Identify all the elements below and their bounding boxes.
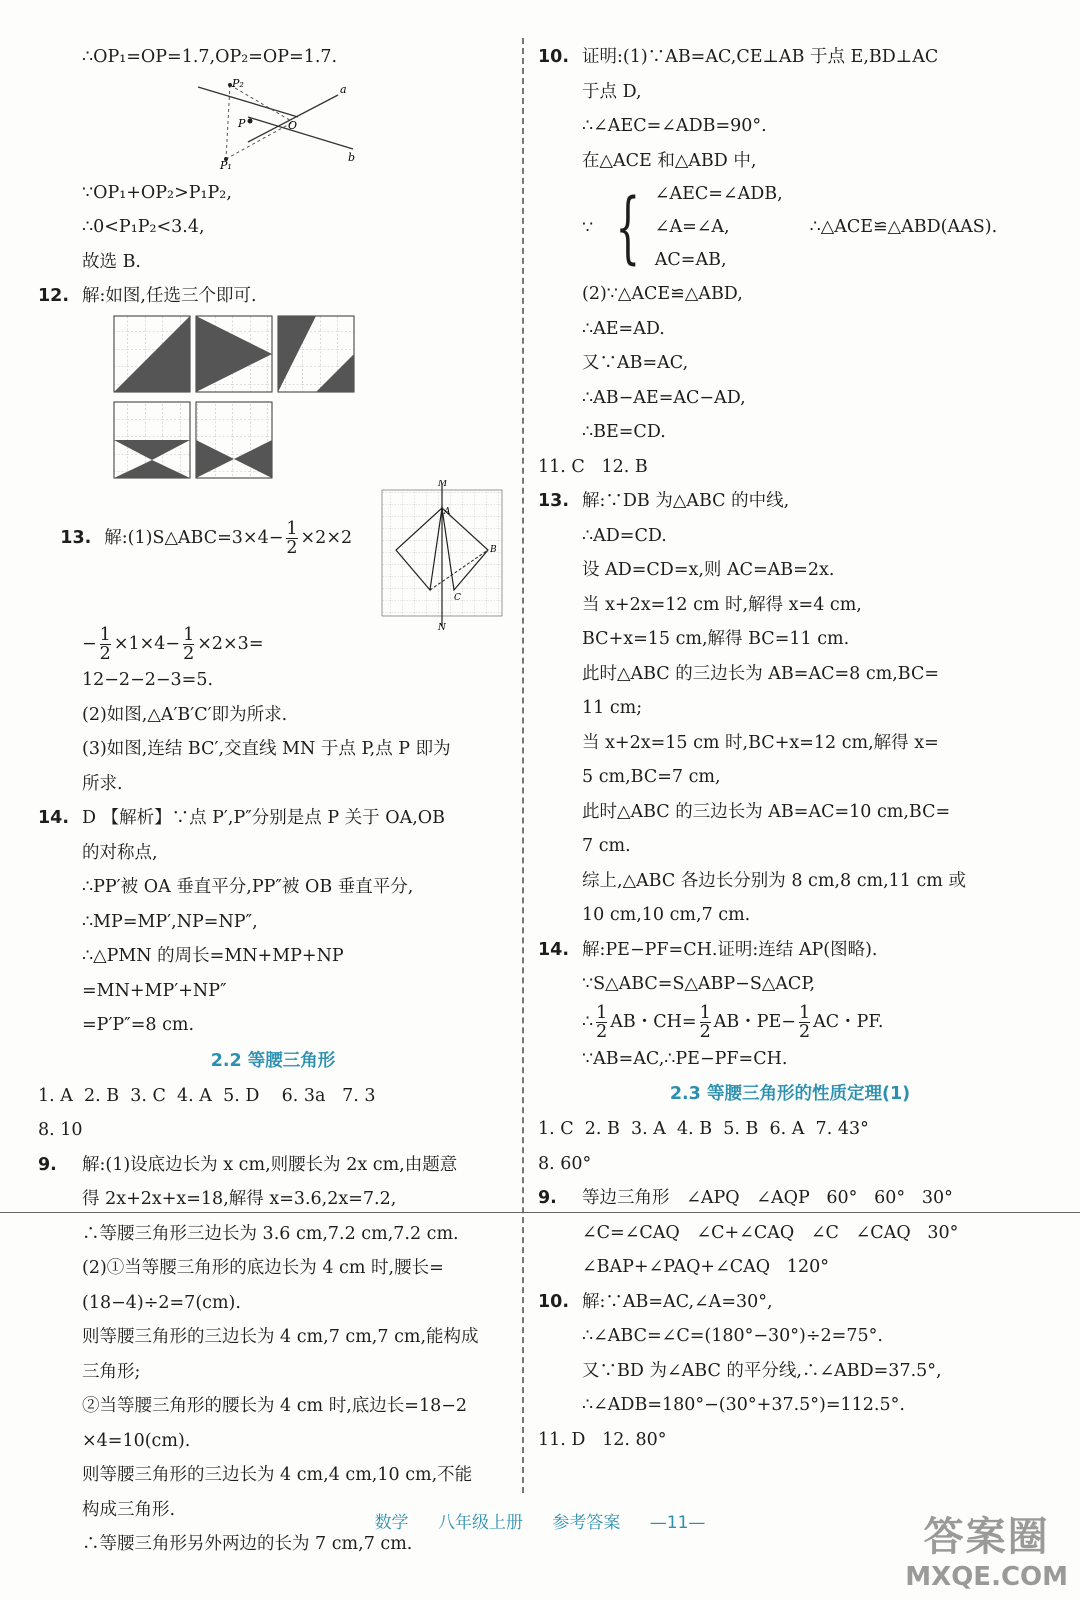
text-line: 7 cm.	[582, 836, 631, 856]
text-line: ∴∠AEC=∠ADB=90°.	[582, 116, 767, 136]
text-line: (2)①当等腰三角形的底边长为 4 cm 时,腰长=	[82, 1258, 444, 1278]
text-line: ∴OP₁=OP=1.7,OP₂=OP=1.7.	[82, 47, 338, 67]
label-b: b	[348, 150, 356, 164]
figure-shaded-grids	[110, 314, 370, 486]
system-line: AC=AB,	[654, 250, 727, 270]
label-n: N	[438, 622, 446, 630]
answer-row: 1. A 2. B 3. C 4. A 5. D 6. 3a 7. 3	[38, 1085, 376, 1106]
answer-row: 8. 10	[38, 1120, 83, 1140]
question-number: 12.	[38, 286, 70, 306]
text-line: 三角形;	[82, 1361, 141, 1382]
text-line: 综上,△ABC 各边长分别为 8 cm,8 cm,11 cm 或	[582, 870, 966, 891]
text-line: 此时△ABC 的三边长为 AB=AC=10 cm,BC=	[582, 801, 951, 822]
question-number: 10.	[538, 1291, 570, 1312]
text-line: =MN+MP′+NP″	[82, 980, 227, 1001]
watermark-text: 答案圈	[923, 1514, 1050, 1560]
text-line: ∴0<P₁P₂<3.4,	[82, 217, 205, 237]
label-o: O	[288, 118, 298, 132]
label-m: M	[438, 479, 448, 489]
text-line: 则等腰三角形的三边长为 4 cm,4 cm,10 cm,不能	[82, 1465, 473, 1485]
figure-grid-triangle	[378, 480, 506, 630]
text-fragment: ×1×4−	[113, 634, 181, 654]
text-line: 解:如图,任选三个即可.	[82, 286, 257, 306]
equation-system	[582, 178, 1042, 277]
text-line: 等边三角形 ∠APQ ∠AQP 60° 60° 30°	[582, 1188, 953, 1208]
system-line: ∠AEC=∠ADB,	[654, 184, 783, 204]
label-grid-c: C	[454, 592, 461, 603]
text-line: 所求.	[82, 773, 123, 794]
text-line: 12−2−2−3=5.	[82, 670, 214, 690]
section-heading: 2.3 等腰三角形的性质定理(1)	[669, 1084, 911, 1104]
footer-subject: 数学	[374, 1513, 409, 1533]
system-conclusion: ∴△ACE≌△ABD(AAS).	[809, 217, 998, 237]
text-line: 当 x+2x=15 cm 时,BC+x=12 cm,解得 x=	[582, 732, 939, 753]
section-heading: 2.2 等腰三角形	[210, 1050, 336, 1071]
text-line: 11 cm;	[582, 698, 643, 718]
label-p: P	[238, 116, 246, 130]
text-fragment: AB・CH=	[610, 1011, 697, 1032]
text-line: BC+x=15 cm,解得 BC=11 cm.	[582, 629, 850, 649]
text-line: ∵S△ABC=S△ABP−S△ACP,	[582, 974, 816, 994]
text-line: 解:∵AB=AC,∠A=30°,	[582, 1291, 773, 1312]
text-line: ∴AE=AD.	[582, 318, 665, 339]
text-line: 设 AD=CD=x,则 AC=AB=2x.	[582, 560, 835, 580]
text-line: ∴AB−AE=AC−AD,	[582, 387, 746, 408]
label-grid-a: A	[444, 506, 451, 517]
text-line: 的对称点,	[82, 842, 158, 863]
fraction: $\frac{1}{2}$	[286, 519, 298, 558]
question-number: 14.	[538, 939, 570, 960]
text-line: 则等腰三角形的三边长为 4 cm,7 cm,7 cm,能构成	[82, 1327, 479, 1347]
question-number: 13.	[60, 528, 92, 548]
because-symbol: ∵	[582, 217, 594, 238]
label-p1: P₁	[220, 158, 232, 169]
text-fragment: AC・PF.	[813, 1011, 884, 1032]
text-fragment: ×2×2	[300, 528, 353, 548]
text-line: 构成三角形.	[82, 1499, 176, 1520]
text-line: 此时△ABC 的三边长为 AB=AC=8 cm,BC=	[582, 663, 940, 684]
text-line: ∴AD=CD.	[582, 525, 667, 546]
column-divider	[522, 38, 524, 1493]
text-line: 10 cm,10 cm,7 cm.	[582, 905, 751, 925]
label-grid-b: B	[490, 544, 497, 555]
text-line: ∠BAP+∠PAQ+∠CAQ 120°	[582, 1257, 829, 1277]
fraction: $\frac{1}{2}$	[596, 1002, 608, 1042]
footer-label: 参考答案	[552, 1513, 621, 1533]
text-fragment: AB・PE−	[713, 1011, 796, 1032]
answer-row: 1. C 2. B 3. A 4. B 5. B 6. A 7. 43°	[538, 1119, 869, 1139]
text-line: 解:(1)设底边长为 x cm,则腰长为 2x cm,由题意	[82, 1154, 458, 1175]
answer-row: 11. D 12. 80°	[538, 1429, 667, 1450]
text-line: (18−4)÷2=7(cm).	[82, 1292, 241, 1313]
brace-icon: {	[615, 182, 641, 273]
answer-row: 8. 60°	[538, 1153, 592, 1174]
text-line: 解:∵DB 为△ABC 的中线,	[582, 491, 790, 511]
system-line: ∠A=∠A,	[654, 217, 730, 237]
question-number: 13.	[538, 491, 570, 511]
question-number: 9.	[538, 1188, 557, 1208]
text-line: ∴等腰三角形三边长为 3.6 cm,7.2 cm,7.2 cm.	[82, 1223, 459, 1244]
text-line: ∠C=∠CAQ ∠C+∠CAQ ∠C ∠CAQ 30°	[582, 1222, 959, 1243]
text-line: ∴MP=MP′,NP=NP″,	[82, 911, 258, 932]
text-line: 解:PE−PF=CH.证明:连结 AP(图略).	[582, 939, 878, 960]
text-line: 故选 B.	[82, 251, 141, 272]
text-line: ∴△PMN 的周长=MN+MP+NP	[82, 946, 344, 966]
text-line: 5 cm,BC=7 cm,	[582, 767, 721, 787]
fraction: $\frac{1}{2}$	[699, 1002, 711, 1042]
text-line: (2)∵△ACE≌△ABD,	[582, 284, 743, 304]
text-fragment: ∴	[582, 1011, 594, 1032]
figure-reflection-lines	[188, 77, 358, 169]
watermark-url: MXQE.COM	[905, 1562, 1068, 1592]
text-line: ∵OP₁+OP₂>P₁P₂,	[82, 182, 232, 203]
watermark-logo	[905, 1505, 1068, 1592]
text-line: ×4=10(cm).	[82, 1430, 191, 1451]
question-number: 14.	[38, 808, 70, 828]
text-line: 证明:(1)∵AB=AC,CE⊥AB 于点 E,BD⊥AC	[582, 47, 939, 67]
text-line: (2)如图,△A′B′C′即为所求.	[82, 704, 288, 725]
text-line: ∴BE=CD.	[582, 422, 666, 442]
text-line: =P′P″=8 cm.	[82, 1015, 195, 1035]
text-line: 在△ACE 和△ABD 中,	[582, 150, 757, 171]
text-line: 又∵BD 为∠ABC 的平分线,∴∠ABD=37.5°,	[582, 1360, 942, 1381]
fraction: $\frac{1}{2}$	[99, 625, 111, 664]
text-line: ∴∠ADB=180°−(30°+37.5°)=112.5°.	[582, 1395, 905, 1415]
answer-row: 11. C 12. B	[538, 456, 648, 477]
text-line: ∵AB=AC,∴PE−PF=CH.	[582, 1048, 788, 1069]
fraction: $\frac{1}{2}$	[183, 625, 195, 664]
text-line: D 【解析】∵点 P′,P″分别是点 P 关于 OA,OB	[82, 808, 445, 828]
footer-grade: 八年级上册	[437, 1513, 523, 1533]
left-column: ∴OP₁=OP=1.7,OP₂=OP=1.7. P₂ P₁ P O a b ∵OP₁+OP₂>P₁P₂, ∴0<P₁P₂<3.4, 故选 B. 12. 解:如图,任选三个即可. 13. 解:(1)S△ABC=3×4− $\frac{1}{2}$ ×2×2 M N A B C − $\frac{1}{2}$ ×1×4− $\frac{1}{2}$ ×2×3= 12−2−2−3=5. (2)如图,△A′B′C′即为所求. (3)如图,连结 BC′,交直线 MN 于点 P,点 P 即为 所求. 14. D 【解析】∵点 P′,P″分别是点 P 关于 OA,OB 的对称点, ∴PP′被 OA 垂直平分,PP″被 OB 垂直平分, ∴MP=MP′,NP=NP″, ∴△PMN 的周长=MN+MP+NP =MN+MP′+NP″ =P′P″=8 cm. 2.2 等腰三角形 1. A 2. B 3. C 4. A 5. D 6. 3a 7. 3 8. 10 9. 解:(1)设底边长为 x cm,则腰长为 2x cm,由题意 得 2x+2x+x=18,解得 x=3.6,2x=7.2, ∴等腰三角形三边长为 3.6 cm,7.2 cm,7.2 cm. (2)①当等腰三角形的底边长为 4 cm 时,腰长= (18−4)÷2=7(cm). 则等腰三角形的三边长为 4 cm,7 cm,7 cm,能构成 三角形; ②当等腰三角形的腰长为 4 cm 时,底边长=18−2 ×4=10(cm). 则等腰三角形的三边长为 4 cm,4 cm,10 cm,不能 构成三角形. ∴等腰三角形另外两边的长为 7 cm,7 cm.	[38, 40, 508, 1562]
text-line: (3)如图,连结 BC′,交直线 MN 于点 P,点 P 即为	[82, 739, 451, 759]
fraction: $\frac{1}{2}$	[798, 1002, 811, 1042]
right-column	[538, 40, 1042, 1457]
page-number: —11—	[649, 1513, 706, 1533]
question-number: 10.	[538, 47, 570, 67]
text-line: 得 2x+2x+x=18,解得 x=3.6,2x=7.2,	[82, 1189, 397, 1209]
text-line: ∴PP′被 OA 垂直平分,PP″被 OB 垂直平分,	[82, 877, 414, 897]
text-fragment: 解:(1)S△ABC=3×4−	[104, 528, 284, 548]
text-line: 又∵AB=AC,	[582, 353, 689, 373]
text-line: ∴∠ABC=∠C=(180°−30°)÷2=75°.	[582, 1326, 883, 1346]
text-line: ②当等腰三角形的腰长为 4 cm 时,底边长=18−2	[82, 1396, 468, 1416]
label-p2: P₂	[232, 76, 244, 90]
text-fragment: ×2×3=	[197, 634, 264, 654]
text-line: 于点 D,	[582, 81, 642, 102]
label-a: a	[340, 82, 347, 96]
text-line: ∴等腰三角形另外两边的长为 7 cm,7 cm.	[82, 1534, 413, 1554]
question-number: 9.	[38, 1154, 57, 1175]
text-line: 当 x+2x=12 cm 时,解得 x=4 cm,	[582, 594, 862, 615]
